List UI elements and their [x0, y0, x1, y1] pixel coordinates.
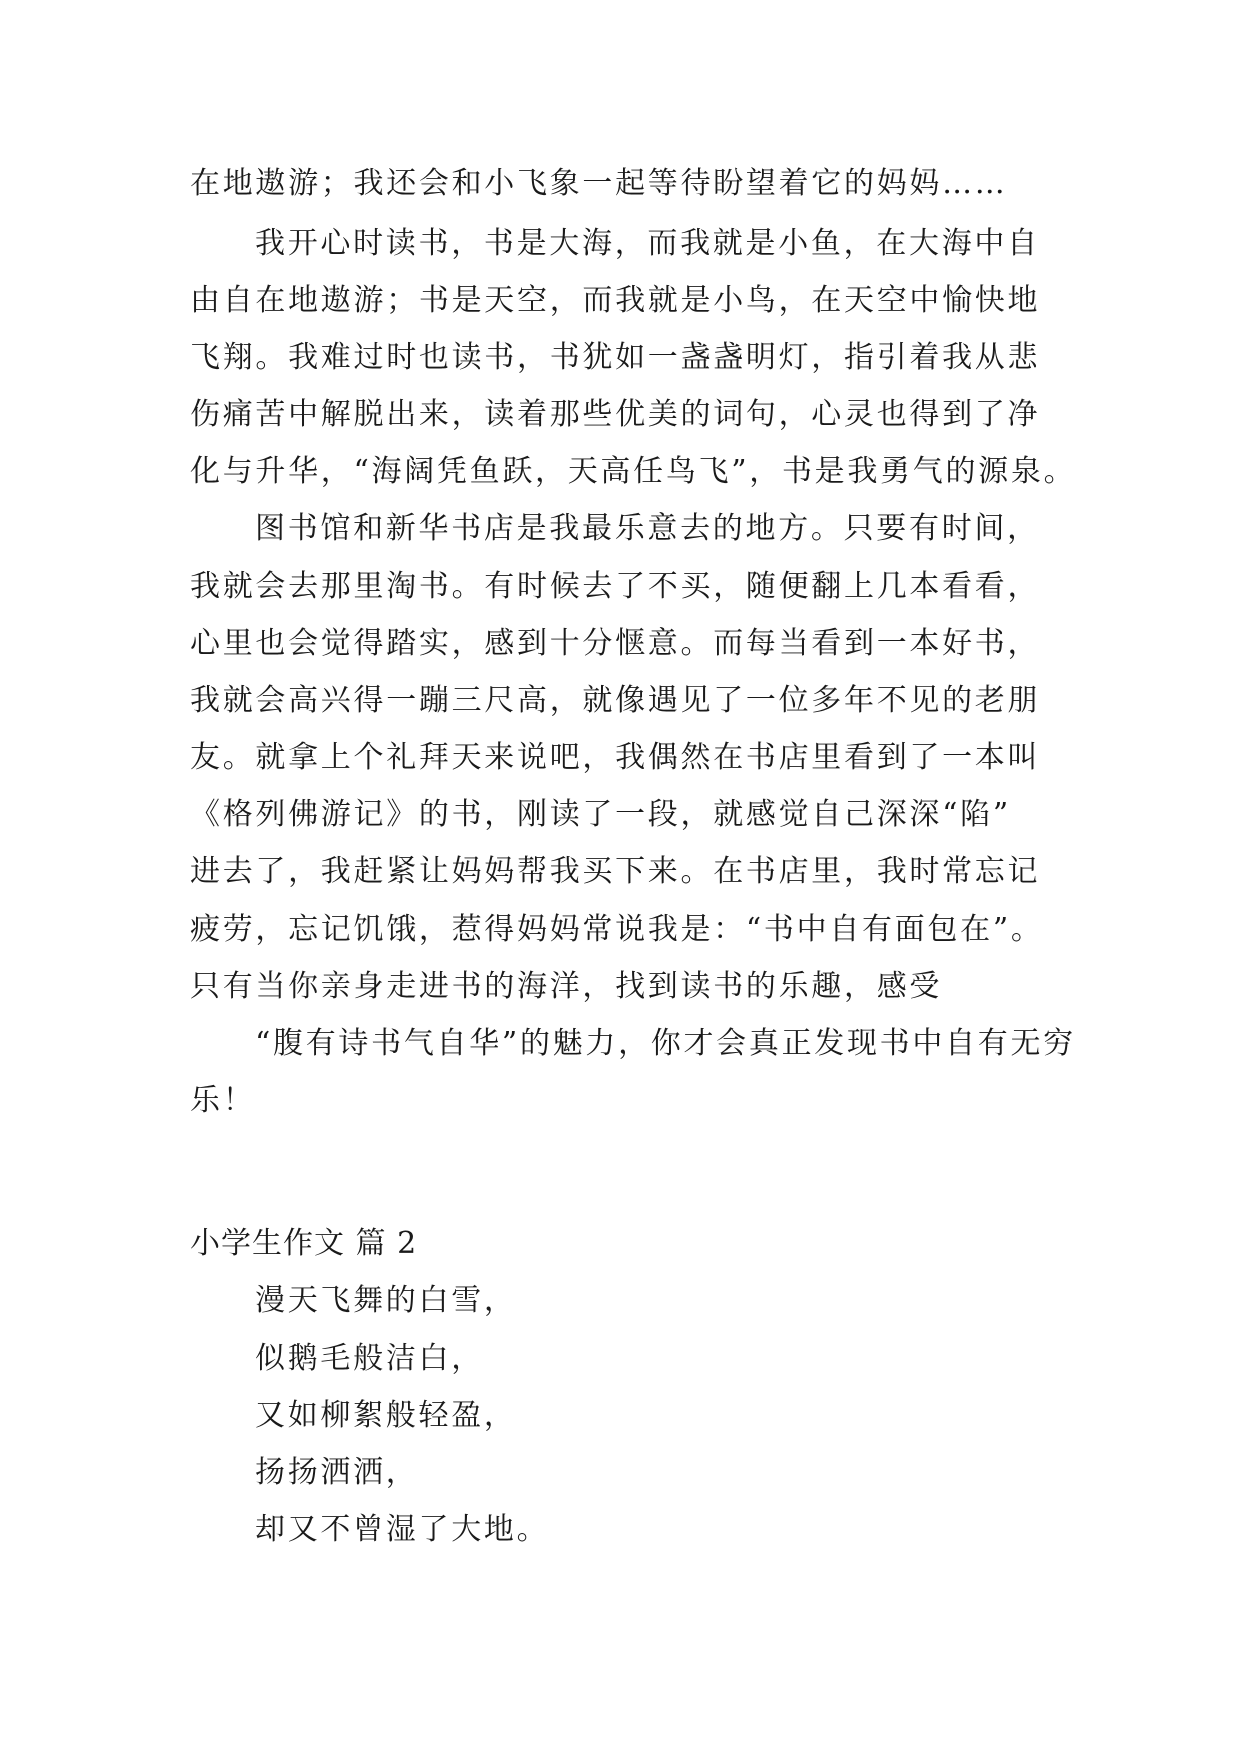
essay-2-heading: 小学生作文 篇 2 [190, 1226, 418, 1261]
poem-line: 似鹅毛般洁白， [255, 1341, 484, 1376]
text-line: 乐！ [190, 1083, 256, 1118]
text-line: 在地遨游；我还会和小飞象一起等待盼望着它的妈妈…… [190, 166, 1008, 201]
poem-line: 又如柳絮般轻盈， [255, 1398, 517, 1433]
text-line: 《格列佛游记》的书，刚读了一段，就感觉自己深深“陷” [190, 797, 1011, 832]
text-line: 进去了，我赶紧让妈妈帮我买下来。在书店里，我时常忘记 [190, 854, 1041, 889]
text-line: 只有当你亲身走进书的海洋，找到读书的乐趣，感受 [190, 969, 943, 1004]
text-line: 心里也会觉得踏实，感到十分惬意。而每当看到一本好书， [190, 626, 1041, 661]
text-line: 我就会去那里淘书。有时候去了不买，随便翻上几本看看， [190, 569, 1041, 604]
text-line: 我就会高兴得一蹦三尺高，就像遇见了一位多年不见的老朋 [190, 683, 1041, 718]
text-line: 化与升华，“海阔凭鱼跃，天高任鸟飞”，书是我勇气的源泉。 [190, 454, 1077, 489]
paragraph-start-line: “腹有诗书气自华”的魅力，你才会真正发现书中自有无穷 [255, 1026, 1076, 1061]
text-line: 飞翔。我难过时也读书，书犹如一盏盏明灯，指引着我从悲 [190, 340, 1041, 375]
text-line: 疲劳，忘记饥饿，惹得妈妈常说我是：“书中自有面包在”。 [190, 912, 1044, 947]
poem-line: 却又不曾湿了大地。 [255, 1512, 550, 1547]
poem-line: 漫天飞舞的白雪， [255, 1283, 517, 1318]
paragraph-start-line: 我开心时读书，书是大海，而我就是小鱼，在大海中自 [255, 226, 1040, 261]
paragraph-start-line: 图书馆和新华书店是我最乐意去的地方。只要有时间， [255, 511, 1040, 546]
text-line: 伤痛苦中解脱出来，读着那些优美的词句，心灵也得到了净 [190, 397, 1041, 432]
text-line: 友。就拿上个礼拜天来说吧，我偶然在书店里看到了一本叫 [190, 740, 1041, 775]
poem-line: 扬扬洒洒， [255, 1455, 419, 1490]
text-line: 由自在地遨游；书是天空，而我就是小鸟，在天空中愉快地 [190, 283, 1041, 318]
